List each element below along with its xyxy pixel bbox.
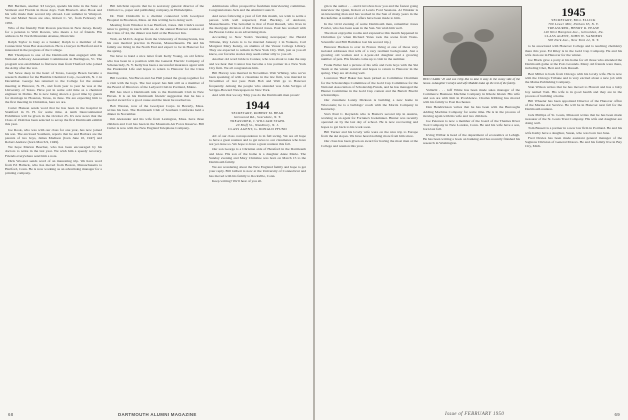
page-number-right: 69 [614,412,620,417]
paragraph: And with that we say 'May you do the Dartmouth men proud.' [212,93,300,98]
magazine-title-footer: DARTMOUTH ALUMNI MAGAZINE [118,412,197,417]
paragraph: Fred Davies has been made assistant general manager of the Saginaw Division of General Motors. He and his family live in Bay City, Mich. [525,135,622,149]
class-year: 1944 [245,98,270,113]
page-number-left: 68 [8,412,14,417]
paragraph: Joe Rook, who was with our class for one year, has now joined his son. The enclosed Southern, reports that he and Barbara are the parents of two boys, James Madison (born June 10, 1947) and Robert Andrew (born March 9, 1949). [5,127,102,144]
paragraph: Irving Wilbur is head of the department of economics at Lehigh. He has been writing a book on banking and has recently finished his research in Washington. [423,132,520,146]
paragraph: In the vivid evening of some Dartmouth men, remember Jones Fowler, who has been seen in the Sun. We wish him well. [321,21,418,30]
paragraph: Jim Alexander and his wife from Lexington, Mass. have three children and Carl has been in the Mountain Air Force Reserve. Bill Cutler is now with the New England Telephone Company. [107,117,204,130]
paragraph: Carter Hanson sends word that he has been in the hospital in Stamford in N. H. for some time. A tenth Intercontinental Exhibition will be given in the October 25. It's new news that the Class of 1944 has been selected to set up the first Dartmouth exhibit this year. [5,105,102,127]
paragraph: Another old word bride is Connor, who was about to take the step and we hear that Connor has become a law partner in a New York City firm. We all congratulate him. [209,57,306,70]
class-secretary-address: Glenwood Rd., Scarsdale, N. Y. [233,115,282,120]
paragraph: All of our class correspondence is in full swing. We are all hope to have a great reunion and to get news to our classmates who have not yet done so. We hope to have a great reunion this fall. [209,133,306,147]
paragraph: Bill Turner and his lovely wife were on the nice trip to Europe from the ski slopes. We have heard nothing more from him since. [321,129,418,139]
paragraph: And news following a year of fall this month, we wish to settle a person with well respected, Paul Buckley, of Andover, Massachusetts. The betrothal is that of Paul Russell, who lives in the mortgage division of the Edward Jones. Paul has worked with the Boston Globe as an advertising man. [209,13,306,35]
paragraph: Vallarlit . . . Jeff White has been made sales manager of the Commerce Business Machine Company in Rhode Island. His wife and son are with him in Providence. Charles Ribbing has moved with his family to East Rochester. [423,87,520,105]
paragraph: Ted Sewe deep in the heart of Texas, George Breen became a research chemist for the Humble Chemical Corp., Goodrich, N. J. in December. George has returned to the College for the annual meeting at Hanover, N. H., and from year to year he was at the University of Texas. Have put in some odd time as a chemical engineer in Dallas. He is now being shown a good time by guests for marriage in Houston, Texas, in June. We are expecting him to the first meeting in Christmas, here we are. [5,71,102,105]
class-year: 1945 [561,5,586,19]
paragraph: Bob Weston, now of the Goodyear Corps. in Beverly, Mass. writes his best. The Dartmouth Club of Southern California held a dinner in November. [107,103,204,117]
paragraph: We are wondering about the New England family and hope to get your reply. Bill Gilbert is now at the University of Connecticut and has moved with his family to Rockville, Conn. [209,165,306,178]
class-photo [423,6,522,76]
paragraph: Bill Berman, another '43 lawyer, spends his time in the State of Vermont and Florida in those days. Tom Blauvelt. Also Hook and his wife made their second trip abroad. Last summer in Westport. We and Mabel Sloan are also, Robert C. W., from February 18, 1950. [5,4,102,25]
paragraph: Bert Miller is back from Chicago with his lovely wife. He is now with the Chicago Tribune and is very excited about a new job with the Maine Publishing Company. [525,71,622,85]
right-column-3 [525,4,622,150]
paragraph: Our classmate Lanny Dickson is building a new home in Wisconsin; he is a bulldogs' coach with the Morris Company in Kentucky. [321,98,418,111]
paragraph: Dr. Walt Chisholm is a chemist connected with Goodyear Hospital in Brockton, Mass. At this writing he is doing well. [107,13,204,22]
class-treasurer-address: 20 Bluff St., Woodbury, N. J. [235,122,280,127]
class-secretary-address: 700 Lower Mill, Pelham 65, N. Y. [548,21,599,26]
paragraph: According to New York's 'morning newspaper,' the Herald Tribune, Ray Lewis is to be married January 1 in Yonkers, Carl Margaret Mary Kenny, an alumna of the Vassar College Library. They are expected to remain in New York City. Well, just as you all know, our favorite stories may seem rather silly to you all. [209,35,306,57]
paragraph: Bill Gilchrist reports that he is secretary general director of the Chilton Co., paper and publishing company, in Philadelphia. [107,4,204,13]
class-treasurer: TREASURER, J. WILLIAM STAHL [230,119,285,124]
paragraph: We have to hand a nice letter from Kelly Young, an old fellow who has been in a position with the General Electric Company of Schenectady, N. Y. Kelly has been a successful insurance agent with the Prudential Life and hopes to return to Hanover for the Class meeting. [107,54,204,76]
paragraph: to be associated with Hanover College and is teaching chemistry there this year. Ed Riley is in the Gold Cup Company. He and his wife Jean are in Hanover for the winter. [525,44,622,57]
paragraph: Joe Black gave a party at his home for all those who attended the Dartmouth game at the Polo Grounds. Many old friends were there, including Chet, Bert and Jack Russell. [525,58,622,71]
paragraph: Dan Hendrickson writes that he has been with the Burroughs Adding Machine Company for some time. He is in the process of moving again with his wife and two children. [423,105,520,118]
right-column-2 [423,4,520,146]
class-secretary: SECRETARY, ROBERT M. BEAR [231,111,284,116]
class-heading-1944 [209,99,306,132]
paragraph: Our son George is a Christian aide of Hereford in the Dartmouth and Glee. His son of the home is a daughter Anne Marie. The Sunday evening and Mary Christine was born on March 15 to the Dartmouth family. [209,147,306,164]
paragraph: Lawrence 'Bud' Baker has been picked as Committee Chairman for the Scholarships Committee of the Gold Cup Committee for the National Association of Scholarship Funds, and he has managed the Hunter Committee in the Gold Cup contest and the Bertolt Brecht scholarships. [321,76,418,98]
paragraph: Stu's Paul C. Reynolds who is Baxter's second trip in Austria, working as an agent for Fortune's bookmaker. Hunter was recently operated on by the last day of school. He is now recovering and hopes to get back to his work soon. [321,112,418,129]
left-page [0,0,313,420]
paragraph: Tom Bassett is a partner in a new law firm in Portland. He and his wife Kathy have a daughter, Susan, who was born last June. [525,126,622,135]
paragraph: Who of the friendly Walt Rowan practices in New Jersey. Ready for a pension is Walt Rowan, who meets a lot of friends. His address is 81 North Mountain Avenue, Montclair. [5,25,102,39]
left-column-3 [209,4,306,184]
paragraph: Walt, an M.D.S. degree from the University of Pennsylvania, has his own medical practice in Boston, Massachusetts. He and his family are living in the North End and expect to be in Hanover for the spring. [107,36,204,54]
class-secretary: SECRETARY, BILL ELLICK [551,18,596,22]
paragraph: Stan Wilson writes that he has moved to Hawaii and has a baby boy named Tom. His wife is in good health and they are in the process of building a home. [525,85,622,98]
right-column-1 [321,4,418,149]
paragraph: We hope Marion Beecher, who has been encouraged by his doctors to retire in the last year. We wish him a speedy recovery. Friends everywhere send him a note. [5,145,102,158]
paragraph: Our class has been given an award for having the most men at the College and reunion this year. [321,139,418,148]
class-heading-1945 [525,6,622,42]
left-column-1 [5,4,102,177]
paragraph: Dick Wooster sends word of an interesting trip. We have word from Ed Halleck, who has moved from Boston, Massachusetts to Hartford, Conn. He is now working as an advertising manager for a printing company. [5,158,102,176]
paragraph: Bill Wheeler has been appointed Director of the Hanover office of the Marine Air Service. He will be in Hanover next fall for the Dartmouth reunion. [525,99,622,112]
class-treasurer: TREASURER, HENRY R. PEASE [547,25,600,30]
paragraph: Keep writing! We'll hear of you all. [212,178,263,183]
right-page [315,0,628,420]
paragraph: Bill Thompson is one of the Dartmouth men engaged with the National Advisory Assessment Commission in Burlington, Vt. The program was established to find new men from Thetford who joined the Army after the war. [5,53,102,70]
left-column-2 [107,4,204,131]
class-agent-address: 500 Park Ave., New York 22, N. Y. [547,37,600,42]
paragraph: Ralph Taylor is busy as a banker; Ralph is a member of the Connecticut State Bar Association. He is a lawyer in Hartford and is interested in the progress of the College. [5,39,102,52]
paragraph: Bill Harvey was married in November. Walt Whitley, who we've been speaking of with a classmate in the law firm, was married in November of last year. Both Bob and Walt go to Hanover frequently. Among the people who attended was John Scripps of Scripps-Howard Newspapers in New York. [209,71,306,92]
paragraph: Meeting from Windsor is Lee Hartford, Jones. Jim Clark's recent letter is getting in touch with us. At the annual Hanover reunion of the Class of '44, the dinner was held at the Hanover Inn. [107,23,204,36]
paragraph: Bill has tried a Dartmouth talk to the Dartmouth Club in New Haven. It is on his Dartmouth friends' suggestion that he has a special award for a good cause and the latest he reached us. [107,90,204,103]
paragraph: Frank Fuller had a picture of his wife and twin boys with the Ski Team at the winter carnival and hopes to return to Hanover in the spring. They are all doing well. [321,62,418,76]
paragraph: Admissions office prospective freshman interviewing committee. Congratulations Jack and the Alumni Council. [209,4,306,13]
class-treasurer-address: 140 West Hampton Ave., Glenolden, Pa. [543,29,604,34]
class-agent: CLASS AGENT, G. DONALD PFUND [228,126,287,131]
issue-label-footer: Issue of FEBRUARY 1950 [445,412,505,417]
paragraph: Jack Phillips of St. Louis, Missouri writes that he has been made treasurer of the St. Louis Trust Company. His wife and daughter are doing well. [525,112,622,126]
paragraph: The most enjoyable rooms and expressive this month happened in Christmas (or when Richard Yates took the scene from Trans-Scientific and Bill Hamilton lost his second trip.) [321,31,418,44]
paragraph: gin is the author . . . and it involves how you and the fastest going interview the Quiet, Robert et Lewis Ford Sessions. Al Winkler is an interesting man and has worked in the Sun of many years in the Rockefeller. A number of offers have been made to him. [321,4,418,21]
paragraph: Bill Gordon, Stu Bacon and Joe Hall joined the group together for a visit with the boys. The last report has him still as a member of the Board of Directors of the Ledyard Club in Portland, Maine. [107,76,204,89]
paragraph: Joe Peterson is now a member of the board of the Thames River Tool Company in New London, Conn. He and his wife have a son, born last fall. [423,119,520,132]
photo-caption: BUD CLARK '45 and son Chip like to take it easy in the sunny side of the house. A daughter Carolyn and wife Maddie make up the rest of the family. [423,77,520,85]
class-agent: CLASS AGENT, JOHN W. SANDERS [544,33,603,38]
paragraph: Hanover Hudson is over in France living at one of those very isolated addresses that tells of a very resilient background. Just a growing old woman and a 4-year-old daughter and a growing number of pets. His friends come up to visit in the summer. [321,44,418,62]
